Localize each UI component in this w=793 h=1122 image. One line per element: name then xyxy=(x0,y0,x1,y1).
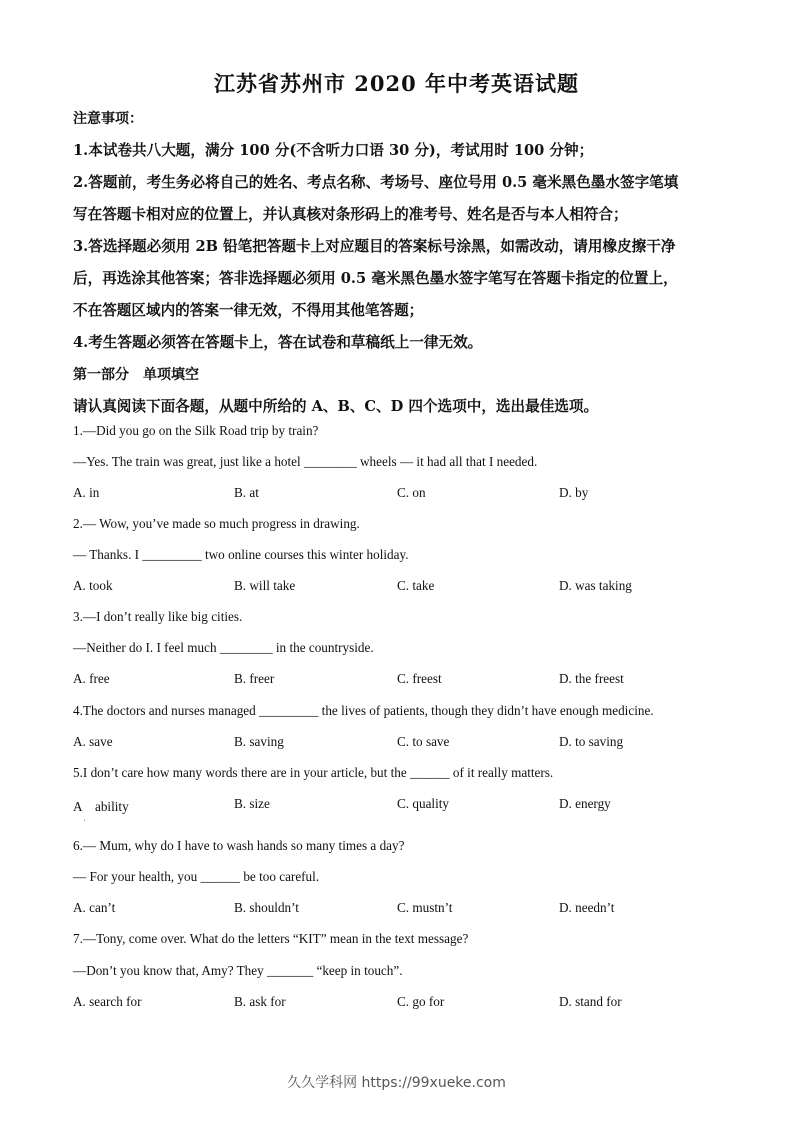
option-c: C. quality xyxy=(397,796,450,811)
option-b: B. ask for xyxy=(234,994,286,1009)
question-7-options xyxy=(73,994,733,1014)
option-a: A ability xyxy=(73,799,129,814)
option-b: B. will take xyxy=(234,578,296,593)
question-6-line-1: 6.— Mum, why do I have to wash hands so many times a day? xyxy=(73,838,405,853)
option-c: C. on xyxy=(397,485,426,500)
option-d: D. the freest xyxy=(559,671,624,686)
question-6-line-2: — For your health, you ______ be too careful. xyxy=(73,869,320,884)
option-a: A. save xyxy=(73,734,113,749)
page-title: 江苏省苏州市 2020 年中考英语试题 xyxy=(213,71,580,96)
question-1-line-1: 1.—Did you go on the Silk Road trip by train? xyxy=(73,423,319,438)
notice-line: 后，再选涂其他答案；答非选择题必须用 0.5 毫米黑色墨水签字笔写在答题卡指定的位置上， xyxy=(73,270,678,287)
notice-line: 写在答题卡相对应的位置上，并认真核对条形码上的准考号、姓名是否与本人相符合； xyxy=(73,206,628,223)
option-d: D. needn’t xyxy=(559,900,615,915)
notice-line: 1.本试卷共八大题，满分 100 分(不含听力口语 30 分)，考试用时 100 分钟； xyxy=(73,142,594,159)
instruction: 请认真阅读下面各题，从题中所给的 A、B、C、D 四个选项中，选出最佳选项。 xyxy=(73,398,599,415)
option-a: A. took xyxy=(73,578,113,593)
question-1-line-2: —Yes. The train was great, just like a hotel ________ wheels — it had all that I needed. xyxy=(73,454,538,469)
question-2-options xyxy=(73,578,733,598)
notice-line: 3.答选择题必须用 2B 铅笔把答题卡上对应题目的答案标号涂黑，如需改动，请用橡皮擦干净 xyxy=(73,238,676,255)
footer-watermark: 久久学科网 https://99xueke.com xyxy=(287,1075,506,1091)
notice-line: 2.答题前，考生务必将自己的姓名、考点名称、考场号、座位号用 0.5 毫米黑色墨水签字笔填 xyxy=(73,174,679,191)
option-a: A. in xyxy=(73,485,100,500)
option-a: A. free xyxy=(73,671,110,686)
option-a: A. can’t xyxy=(73,900,116,915)
notice-heading: 注意事项： xyxy=(73,111,143,127)
question-7-line-2: —Don’t you know that, Amy? They _______ “keep in touch”. xyxy=(73,963,403,978)
print-speck: ' xyxy=(84,818,86,827)
option-b: B. shouldn’t xyxy=(234,900,299,915)
option-c: C. freest xyxy=(397,671,442,686)
question-5-options xyxy=(73,796,733,816)
question-4-options xyxy=(73,734,733,754)
option-c: C. to save xyxy=(397,734,450,749)
part-title: 第一部分 单项填空 xyxy=(73,367,199,383)
question-3-line-2: —Neither do I. I feel much ________ in the countryside. xyxy=(73,640,374,655)
option-c: C. go for xyxy=(397,994,445,1009)
option-d: D. to saving xyxy=(559,734,624,749)
notice-line: 不在答题区域内的答案一律无效，不得用其他笔答题； xyxy=(73,302,424,319)
notice-line: 4.考生答题必须答在答题卡上，答在试卷和草稿纸上一律无效。 xyxy=(73,334,483,351)
question-3-line-1: 3.—I don’t really like big cities. xyxy=(73,609,243,624)
notice-section xyxy=(73,103,733,423)
option-d: D. energy xyxy=(559,796,611,811)
option-d: D. by xyxy=(559,485,589,500)
option-c: C. take xyxy=(397,578,435,593)
option-d: D. was taking xyxy=(559,578,632,593)
option-b: B. at xyxy=(234,485,259,500)
question-6-options xyxy=(73,900,733,920)
question-1-options xyxy=(73,485,733,505)
question-4-line-1: 4.The doctors and nurses managed _________ the lives of patients, though they didn’t have enough medicine. xyxy=(73,703,654,718)
option-d: D. stand for xyxy=(559,994,622,1009)
question-5-line-1: 5.I don’t care how many words there are in your article, but the ______ of it really matters. xyxy=(73,765,554,780)
question-2-line-1: 2.— Wow, you’ve made so much progress in drawing. xyxy=(73,516,360,531)
question-2-line-2: — Thanks. I _________ two online courses this winter holiday. xyxy=(73,547,409,562)
option-b: B. freer xyxy=(234,671,275,686)
option-a: A. search for xyxy=(73,994,142,1009)
option-b: B. saving xyxy=(234,734,284,749)
option-b: B. size xyxy=(234,796,270,811)
question-7-line-1: 7.—Tony, come over. What do the letters “KIT” mean in the text message? xyxy=(73,931,469,946)
option-c: C. mustn’t xyxy=(397,900,453,915)
question-3-options xyxy=(73,671,733,691)
